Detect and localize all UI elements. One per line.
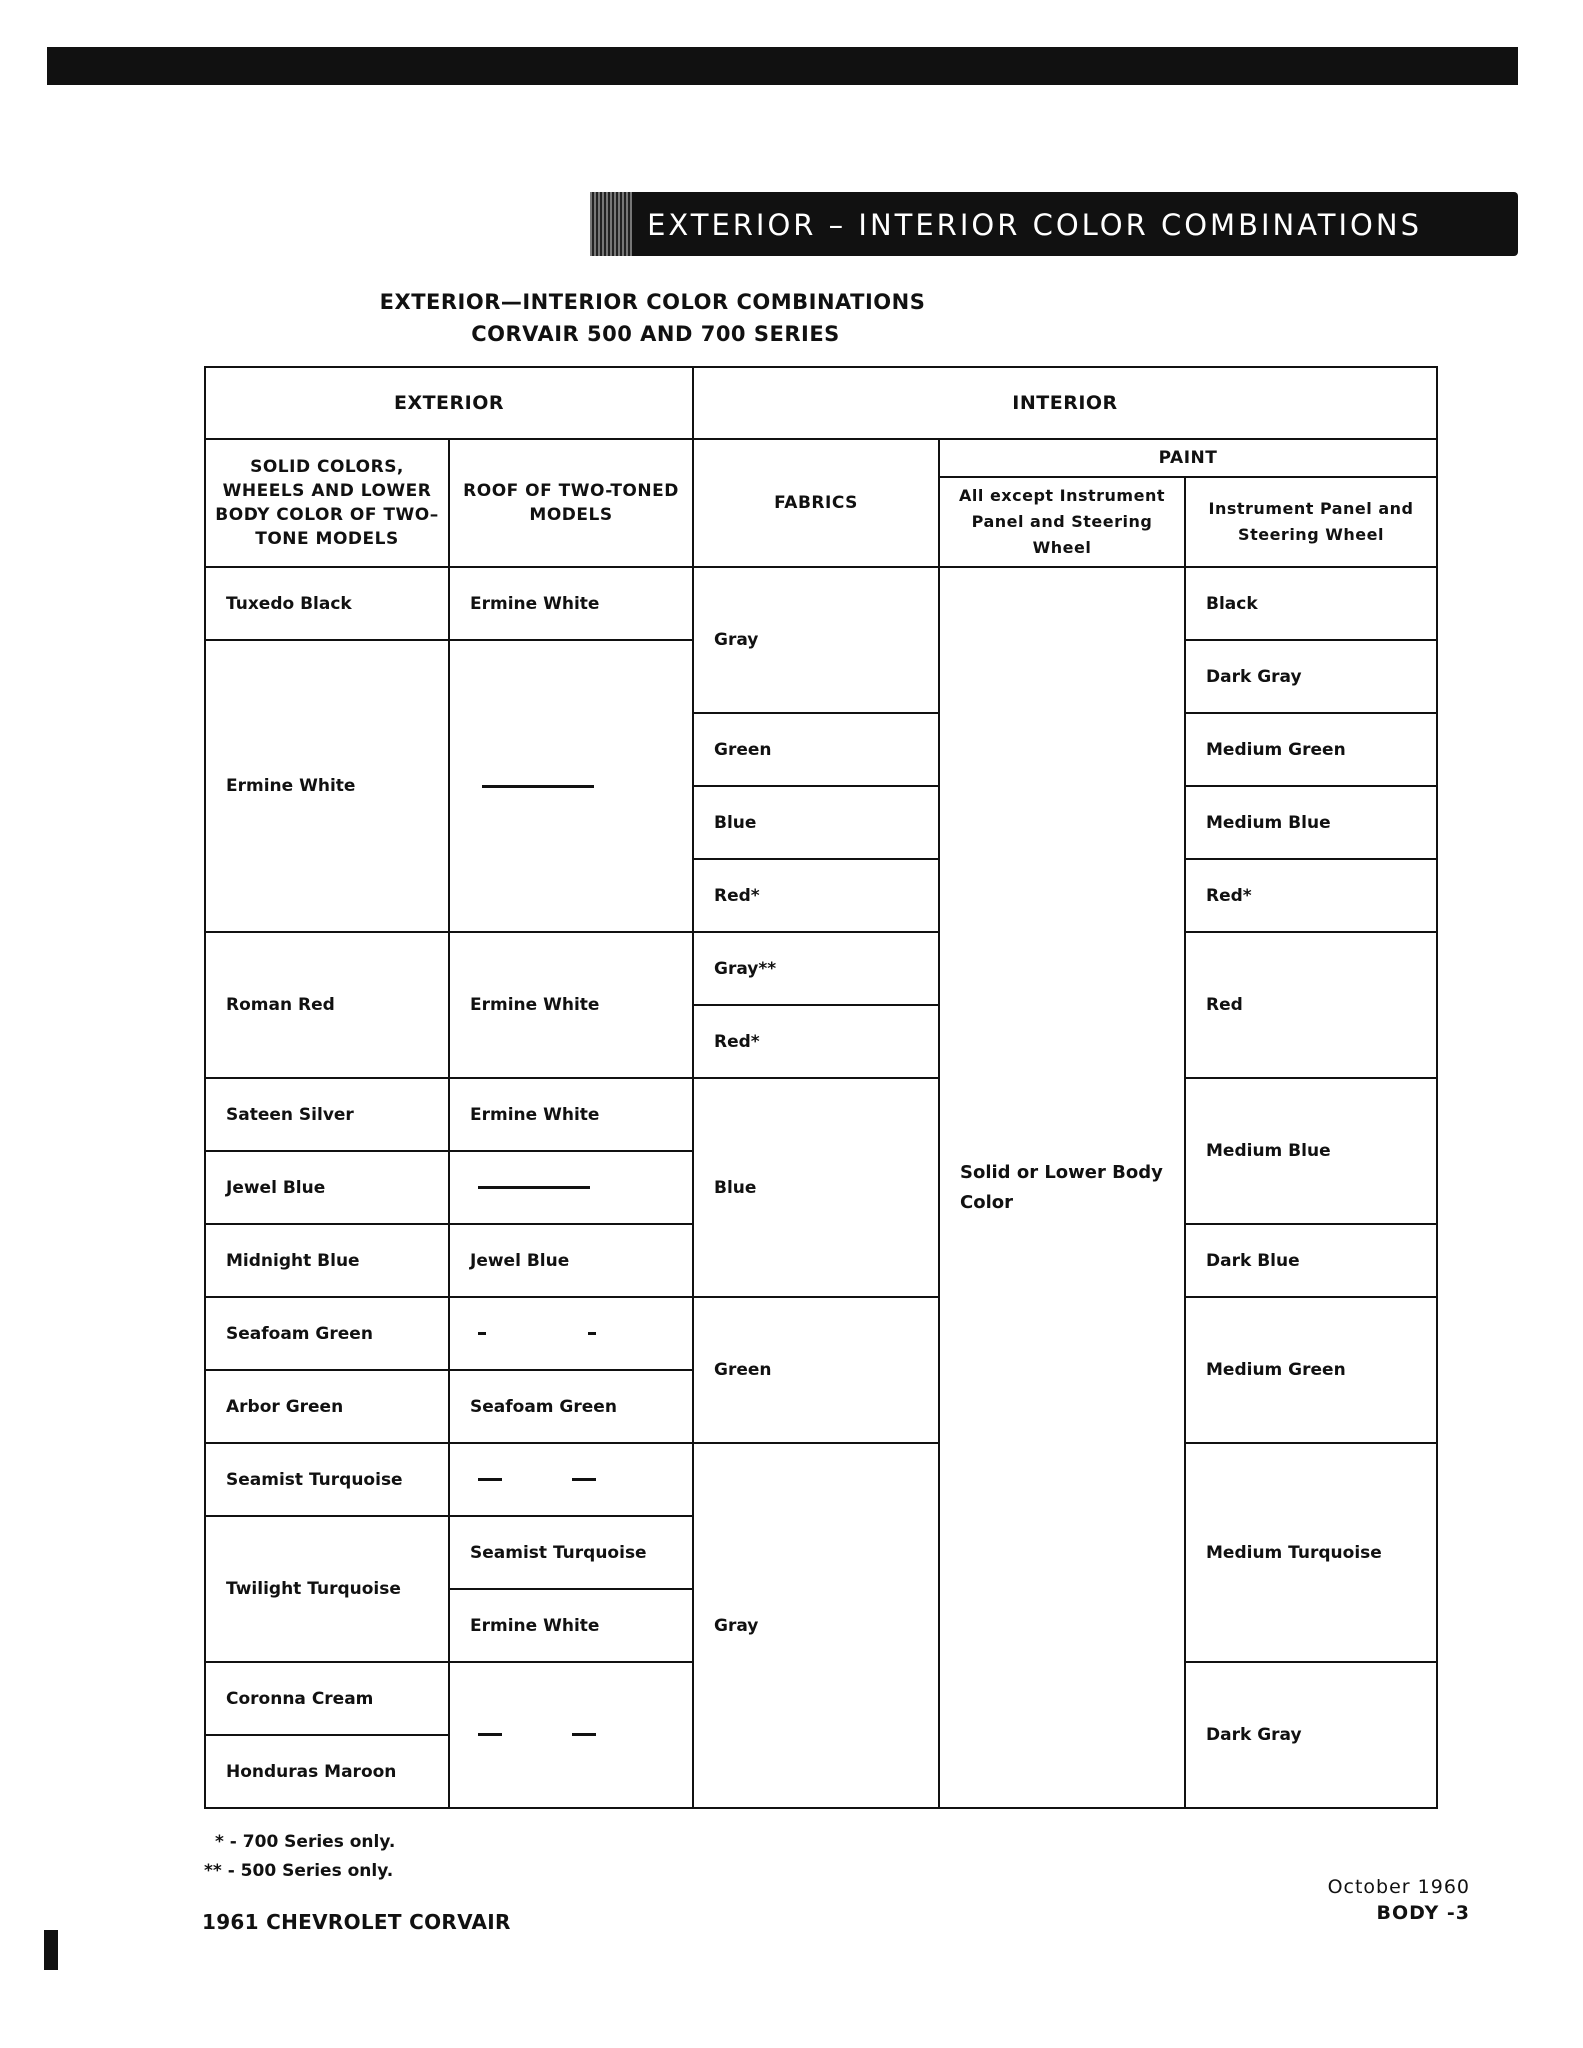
no-roof-dash (478, 1733, 596, 1737)
header-exterior: EXTERIOR (205, 367, 693, 439)
roof-color-cell: Jewel Blue (449, 1224, 693, 1297)
footnote-700-series: * - 700 Series only. (215, 1832, 396, 1852)
header-row-2 (205, 439, 1437, 477)
instrument-color-cell: Dark Blue (1185, 1224, 1437, 1297)
roof-color-cell: Ermine White (449, 932, 693, 1078)
roof-color-cell: Ermine White (449, 567, 693, 640)
no-roof-dash (482, 785, 594, 788)
document-title (0, 286, 1583, 350)
solid-color-cell: Coronna Cream (205, 1662, 449, 1735)
solid-color-cell: Seamist Turquoise (205, 1443, 449, 1516)
solid-color-cell: Tuxedo Black (205, 567, 449, 640)
table-row (205, 932, 1437, 1005)
solid-color-cell: Seafoam Green (205, 1297, 449, 1370)
roof-color-cell (449, 1662, 693, 1808)
solid-color-cell: Roman Red (205, 932, 449, 1078)
fabric-cell: Blue (693, 1078, 939, 1297)
instrument-color-cell: Medium Green (1185, 1297, 1437, 1443)
fabric-cell: Blue (693, 786, 939, 859)
roof-color-cell: Seafoam Green (449, 1370, 693, 1443)
fabric-cell: Green (693, 713, 939, 786)
color-combinations-table (204, 366, 1438, 1809)
scan-edge-mark (44, 1930, 58, 1970)
footnote-500-series: ** - 500 Series only. (204, 1861, 394, 1881)
header-interior: INTERIOR (693, 367, 1437, 439)
solid-color-cell: Jewel Blue (205, 1151, 449, 1224)
header-paint: PAINT (939, 439, 1437, 477)
no-roof-dash (478, 1478, 596, 1482)
solid-color-cell: Midnight Blue (205, 1224, 449, 1297)
no-roof-dash (478, 1332, 596, 1336)
paint-all-except-cell: Solid or Lower Body Color (939, 567, 1185, 1808)
fabric-cell: Red* (693, 859, 939, 932)
instrument-color-cell: Medium Turquoise (1185, 1443, 1437, 1662)
footer-date: October 1960 (1327, 1876, 1470, 1898)
header-all-except: All except Instrument Panel and Steering Wheel (939, 477, 1185, 567)
banner-title: EXTERIOR – INTERIOR COLOR COMBINATIONS (647, 208, 1422, 242)
instrument-color-cell: Medium Blue (1185, 786, 1437, 859)
table-row (205, 1443, 1437, 1516)
fabric-cell: Gray** (693, 932, 939, 1005)
solid-color-cell: Twilight Turquoise (205, 1516, 449, 1662)
no-roof-dash (478, 1186, 590, 1189)
solid-color-cell: Sateen Silver (205, 1078, 449, 1151)
header-row-1 (205, 367, 1437, 439)
section-banner (590, 192, 1518, 256)
table-row (205, 1297, 1437, 1370)
solid-color-cell: Honduras Maroon (205, 1735, 449, 1808)
top-black-bar (47, 47, 1518, 85)
fabric-cell: Red* (693, 1005, 939, 1078)
fabric-cell: Gray (693, 567, 939, 713)
roof-color-cell: Ermine White (449, 1589, 693, 1662)
instrument-color-cell: Dark Gray (1185, 640, 1437, 713)
solid-color-cell: Ermine White (205, 640, 449, 932)
footer-brand: 1961 CHEVROLET CORVAIR (202, 1910, 511, 1934)
header-instrument-panel: Instrument Panel and Steering Wheel (1185, 477, 1437, 567)
fabric-cell: Green (693, 1297, 939, 1443)
banner-fade (590, 192, 632, 256)
roof-color-cell (449, 1297, 693, 1370)
instrument-color-cell: Black (1185, 567, 1437, 640)
solid-color-cell: Arbor Green (205, 1370, 449, 1443)
title-line-2: CORVAIR 500 AND 700 SERIES (471, 322, 840, 346)
header-fabrics: FABRICS (693, 439, 939, 567)
roof-color-cell (449, 1443, 693, 1516)
instrument-color-cell: Red (1185, 932, 1437, 1078)
table-row (205, 567, 1437, 640)
instrument-color-cell: Medium Blue (1185, 1078, 1437, 1224)
table-row (205, 1078, 1437, 1151)
roof-color-cell: Seamist Turquoise (449, 1516, 693, 1589)
roof-color-cell (449, 1151, 693, 1224)
roof-color-cell (449, 640, 693, 932)
header-roof: ROOF OF TWO-TONED MODELS (449, 439, 693, 567)
title-line-1: EXTERIOR—INTERIOR COLOR COMBINATIONS (379, 290, 926, 314)
header-solid-colors: SOLID COLORS, WHEELS AND LOWER BODY COLOR OF TWO–TONE MODELS (205, 439, 449, 567)
fabric-cell: Gray (693, 1443, 939, 1808)
footer-page-number: BODY -3 (1376, 1902, 1470, 1924)
instrument-color-cell: Dark Gray (1185, 1662, 1437, 1808)
instrument-color-cell: Medium Green (1185, 713, 1437, 786)
roof-color-cell: Ermine White (449, 1078, 693, 1151)
instrument-color-cell: Red* (1185, 859, 1437, 932)
